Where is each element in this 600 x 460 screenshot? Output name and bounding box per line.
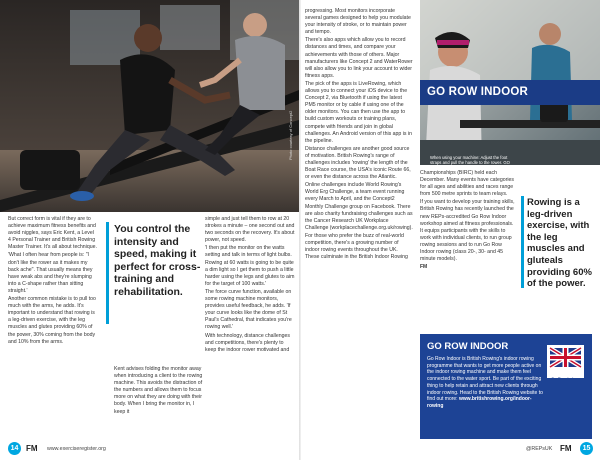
- website-link[interactable]: www.exerciseregister.org: [47, 446, 106, 452]
- social-handle: @REPsUK: [526, 446, 553, 452]
- paragraph: Distance challenges are another good source of motivation. British Rowing's range of challenges includes 'rowing' the length of the Boat Race course, the USA's iconic Route 66, or even the distance across the Atlantic.: [305, 145, 411, 181]
- paragraph: Online challenges include World Rowing's World Erg Challenge, a team event running every March to April, and the Concept2 Monthly Challenge group on Facebook. There are also charity fundraising challenges such as the Cancer Research UK Workplace Challenge (workplacechallenge.org.uk/rowing).: [305, 182, 413, 231]
- info-box-title: GO ROW INDOOR: [427, 341, 509, 352]
- side-pull-quote: Rowing is a leg-driven exercise, with the leg muscles and gluteals providing 60% of the power.: [527, 197, 592, 290]
- left-column-3: [205, 216, 295, 355]
- info-box-body: [427, 356, 544, 410]
- spread-gutter: [299, 0, 301, 460]
- paragraph: 'I then put the monitor on the watts setting and talk in terms of light bulbs. Rowing at 60 watts is going to be quite a dim light so I get them to push a little harder using the legs and glutes to aim for the target of 100 watts.': [205, 245, 295, 287]
- fm-logo-right: FM: [560, 444, 572, 453]
- photo-credit: Photo courtesy of Concept2: [288, 110, 293, 160]
- left-column-1: [8, 216, 98, 347]
- paragraph: But correct form is vital if they are to achieve maximum fitness benefits and avoid niggles, says Eric Kent, a Level 4 Personal Trainer and British Rowing Master Trainer. It's all about technique.: [8, 216, 97, 251]
- pull-quote: You control the intensity and speed, making it perfect for cross- training and rehabilitation.: [114, 223, 201, 298]
- page-number-left: 14: [8, 442, 21, 455]
- paragraph: The pick of the apps is LiveRowing, which allows you to connect your iOS device to the Concept 2, via Bluetooth if using the latest PM5 monitor or by cable if using one of the older monitors. You can then use the app to build custom workouts or training plans, compete with friends and join in global challenges. An Android version of this app is in the pipeline.: [305, 80, 412, 144]
- paragraph: progressing. Most monitors incorporate several games designed to help you modulate your intensity of stroke, or to maintain power and tempo.: [305, 8, 411, 36]
- paragraph: If you want to develop your training skills, British Rowing has recently launched the new REPs-accredited Go Row Indoor workshop aimed at fitness professionals. It equips participants with the skills to work with individual clients, to run group rowing sessions and to run Go Row Indoor rowing (class 20-, 30- and 45 minute models).: [420, 199, 515, 263]
- logo-text: Go Row Indoor: [551, 376, 580, 381]
- paragraph: 'What I often hear from people is: "I don't like the rower as it makes my back ache". That usually means they have weak abs and they're slumping into a C-shape rather than sitting straight.': [8, 252, 93, 294]
- end-mark: FM: [420, 264, 428, 271]
- paragraph: Kent advises folding the monitor away when introducing a client to the rowing machine. This avoids the distraction of the numbers and allows them to focus more on what they are doing with their body. When I bring the monitor in, I keep it: [114, 366, 203, 415]
- gym-rowing-photo: [0, 0, 299, 212]
- info-box-text: Go Row Indoor is British Rowing's indoor rowing programme that wants to get more people active on the indoor rowing machine and make them feel connected to the water sport. Be part of the exciting thing to help retain and attract new clients through indoor rowing. Head to the British Rowing website to find out more:: [427, 356, 543, 403]
- paragraph: With technology, distance challenges and competitions, there's plenty to keep the indoor rower motivated and: [205, 332, 290, 353]
- page-number-right: 15: [580, 442, 593, 455]
- go-row-indoor-logo: [547, 345, 584, 381]
- paragraph: For those who prefer the buzz of real-world competition, there's a growing number of indoor rowing events throughout the UK. These culminate in the British Indoor Rowing: [305, 232, 408, 261]
- pull-quote-bar: [106, 222, 109, 324]
- side-quote-bar: [521, 196, 524, 288]
- paragraph: The force curve function, available on some rowing machine monitors, provides useful feedback, he adds. 'If your curve looks like the dome of St Paul's Cathedral, that indicates you're rowing well.': [205, 288, 292, 331]
- paragraph: There's also apps which allow you to record distances and times, and compare your achievements with those of others. Major manufacturers like Concept 2 and WaterRower will also allow you to link your account to wider fitness apps.: [305, 37, 413, 79]
- paragraph: Another common mistake is to pull too much with the arms, he adds. It's important to understand that rowing is a leg-driven exercise, with the leg muscles and glutes providing 60% of the power, 30% coming from the body and 10% from the arms.: [8, 296, 96, 345]
- right-column-2: [420, 170, 516, 271]
- left-column-2: [114, 366, 204, 417]
- info-box-link[interactable]: www.britishrowing.org/indoor-rowing: [427, 396, 532, 409]
- union-flag-icon: [547, 345, 584, 371]
- paragraph: Championships (BIRC) held each December. Many events have categories for all ages and abilities and races range from 500 metre sprints to team relays.: [420, 170, 514, 198]
- paragraph: simple and just tell them to row at 20 strokes a minute – one second out and two seconds on the recovery. It's about power, not speed.: [205, 216, 295, 244]
- right-column-1: [305, 8, 413, 262]
- go-row-indoor-info-box: [420, 334, 592, 439]
- fm-logo-left: FM: [26, 444, 38, 453]
- photo-caption: When using your machine: Adjust the foot straps and pull the handle to the rower. GO ROW INDOOR is something for you.: [430, 155, 510, 170]
- go-row-indoor-banner: GO ROW INDOOR: [420, 80, 600, 105]
